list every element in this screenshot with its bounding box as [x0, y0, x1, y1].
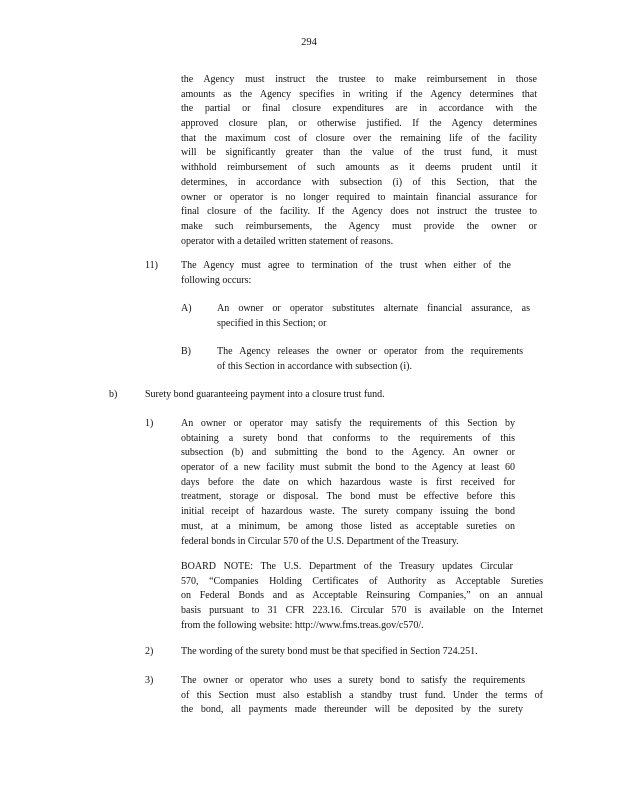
text-line: the Agency must instruct the trustee to make reimbursement in those	[181, 74, 537, 85]
item-11-label: 11)	[145, 260, 158, 271]
item-11-a-label: A)	[181, 303, 192, 314]
text-line: The owner or operator who uses a surety bond to satisfy the requirements	[181, 675, 525, 686]
item-11-b-text	[217, 345, 523, 374]
text-line: final closure of the facility. If the Agency does not instruct the trustee to	[181, 206, 537, 218]
item-11-text	[181, 259, 511, 288]
text-line: of this Section in accordance with subsection (i).	[217, 360, 412, 372]
text-line: the partial or final closure expenditures are in accordance with the	[181, 103, 537, 115]
text-line: on Federal Bonds and as Acceptable Reinsuring Companies,” on an annual	[181, 590, 543, 602]
text-line: must, at a minimum, be among those listed as acceptable sureties on	[181, 520, 515, 532]
text-line: owner or operator is no longer required to maintain financial assurance for	[181, 191, 537, 203]
text-line: will be significantly greater than the value of the trust fund, it must	[181, 147, 537, 159]
text-line: An owner or operator substitutes alternate financial assurance, as	[217, 303, 530, 314]
text-line: the bond, all payments made thereunder will be deposited by the surety	[181, 704, 523, 716]
item-3-label: 3)	[145, 675, 154, 686]
text-line: treatment, storage or disposal. The bond must be effective before this	[181, 491, 515, 503]
page-number: 294	[301, 37, 317, 48]
text-line: BOARD NOTE: The U.S. Department of the Treasury updates Circular	[181, 561, 513, 572]
text-line: following occurs:	[181, 274, 252, 286]
text-line: The Agency releases the owner or operator from the requirements	[217, 346, 523, 357]
item-11-a-text	[217, 302, 530, 331]
text-line: basis pursuant to 31 CFR 223.16. Circular 570 is available on the Internet	[181, 605, 543, 617]
text-line: subsection (b) and submitting the bond to the Agency. An owner or	[181, 447, 515, 459]
section-b-heading: Surety bond guaranteeing payment into a closure trust fund.	[145, 389, 385, 400]
text-line: approved closure plan, or otherwise justified. If the Agency determines	[181, 118, 537, 130]
item-3-text	[181, 674, 543, 718]
text-line: make such reimbursements, the Agency must provide the owner or	[181, 220, 537, 232]
text-line: An owner or operator may satisfy the requirements of this Section by	[181, 418, 515, 429]
text-line: specified in this Section; or	[217, 317, 327, 329]
intro-paragraph	[181, 73, 537, 249]
text-line: from the following website: http://www.fms.treas.gov/c570/.	[181, 619, 424, 631]
text-line: initial receipt of hazardous waste. The surety company issuing the bond	[181, 506, 515, 518]
text-line: days before the date on which hazardous waste is first received for	[181, 476, 515, 488]
section-b-label: b)	[109, 389, 118, 400]
text-line: determines, in accordance with subsection (i) of this Section, that the	[181, 176, 537, 188]
text-line: The Agency must agree to termination of the trust when either of the	[181, 260, 511, 271]
text-line: 570, “Companies Holding Certificates of Authority as Acceptable Sureties	[181, 575, 543, 587]
text-line: that the maximum cost of closure over the remaining life of the facility	[181, 132, 537, 144]
text-line: federal bonds in Circular 570 of the U.S. Department of the Treasury.	[181, 535, 459, 547]
item-11-b-label: B)	[181, 346, 191, 357]
text-line: amounts as the Agency specifies in writing if the Agency determines that	[181, 88, 537, 100]
text-line: obtaining a surety bond that conforms to the requirements of this	[181, 432, 515, 444]
text-line: operator with a detailed written statement of reasons.	[181, 235, 394, 247]
text-line: withhold reimbursement of such amounts as it deems prudent until it	[181, 162, 537, 174]
text-line: operator of a new facility must submit the bond to the Agency at least 60	[181, 462, 515, 474]
item-1-text	[181, 417, 515, 549]
item-2-text: The wording of the surety bond must be that specified in Section 724.251.	[181, 646, 478, 657]
item-2-label: 2)	[145, 646, 154, 657]
board-note	[181, 560, 543, 633]
item-1-label: 1)	[145, 418, 154, 429]
text-line: of this Section must also establish a standby trust fund. Under the terms of	[181, 689, 543, 701]
